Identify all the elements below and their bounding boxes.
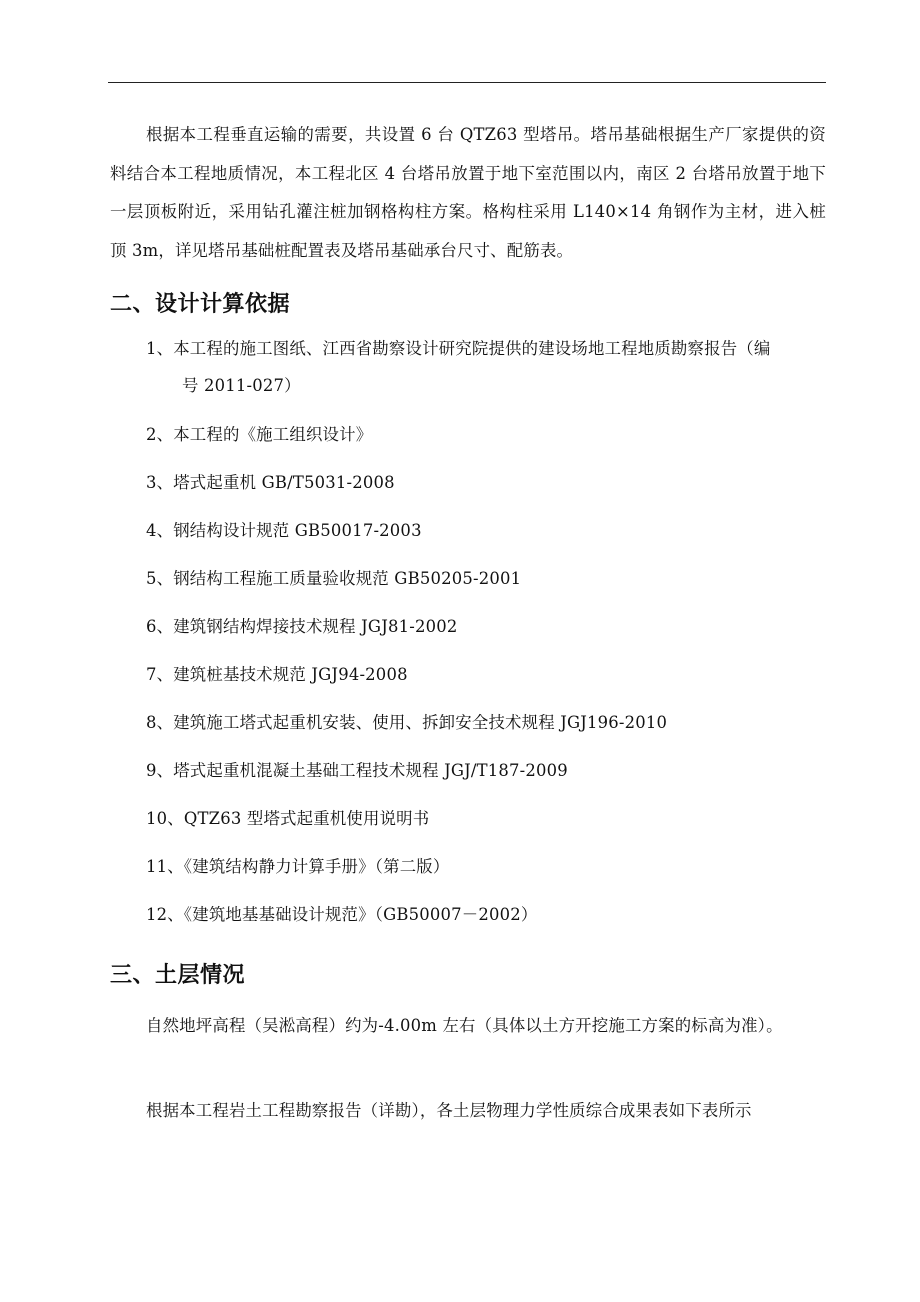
basis-item-8: 8、建筑施工塔式起重机安装、使用、拆卸安全技术规程 JGJ196-2010 [146, 713, 668, 732]
basis-item-1-continued: 号 2011-027） [182, 376, 301, 395]
soil-paragraph-2: 根据本工程岩土工程勘察报告（详勘），各土层物理力学性质综合成果表如下表所示 [146, 1101, 752, 1120]
basis-item-12: 12、《建筑地基基础设计规范》（GB50007－2002） [146, 905, 538, 924]
basis-item-7: 7、建筑桩基技术规范 JGJ94-2008 [146, 665, 408, 684]
basis-item-4: 4、钢结构设计规范 GB50017-2003 [146, 521, 422, 540]
section-heading-soil-conditions: 三、土层情况 [110, 963, 246, 988]
basis-item-2: 2、本工程的《施工组织设计》 [146, 425, 373, 444]
soil-paragraph-1: 自然地坪高程（吴淞高程）约为-4.00m 左右（具体以土方开挖施工方案的标高为准）。 [146, 1016, 783, 1035]
basis-item-9: 9、塔式起重机混凝土基础工程技术规程 JGJ/T187-2009 [146, 761, 568, 780]
basis-item-11: 11、《建筑结构静力计算手册》（第二版） [146, 857, 450, 876]
intro-paragraph: 根据本工程垂直运输的需要，共设置 6 台 QTZ63 型塔吊。塔吊基础根据生产厂家提供的资料结合本工程地质情况，本工程北区 4 台塔吊放置于地下室范围以内，南区 2 台塔吊放置于地下一层顶板附近，采用钻孔灌注桩加钢格构柱方案。格构柱采用 L140×14 角钢作为主材，进入桩顶 3m，详见塔吊基础桩配置表及塔吊基础承台尺寸、配筋表。 [110, 125, 826, 260]
basis-item-3: 3、塔式起重机 GB/T5031-2008 [146, 473, 395, 492]
basis-item-6: 6、建筑钢结构焊接技术规程 JGJ81-2002 [146, 617, 458, 636]
basis-item-1: 1、本工程的施工图纸、江西省勘察设计研究院提供的建设场地工程地质勘察报告（编 [146, 339, 771, 358]
section-heading-design-basis: 二、设计计算依据 [110, 292, 291, 317]
basis-item-10: 10、QTZ63 型塔式起重机使用说明书 [146, 809, 430, 828]
basis-item-5: 5、钢结构工程施工质量验收规范 GB50205-2001 [146, 569, 522, 588]
header-rule [108, 82, 826, 83]
